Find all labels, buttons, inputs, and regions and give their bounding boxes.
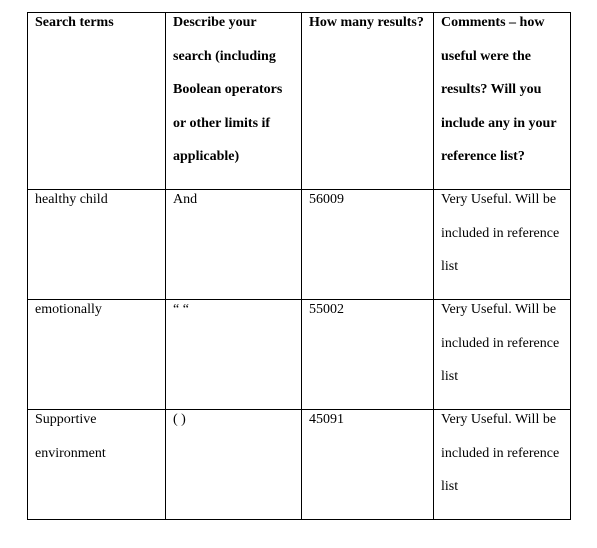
header-result-count: How many results? bbox=[302, 13, 434, 190]
cell-describe-search: And bbox=[166, 190, 302, 300]
cell-comments: Very Useful. Will be included in reference list bbox=[434, 190, 571, 300]
cell-result-count: 55002 bbox=[302, 300, 434, 410]
cell-result-count: 45091 bbox=[302, 410, 434, 520]
table-header-row bbox=[28, 13, 571, 190]
cell-search-terms: healthy child bbox=[28, 190, 166, 300]
cell-describe-search: ( ) bbox=[166, 410, 302, 520]
header-comments: Comments – how useful were the results? Will you include any in your reference list? bbox=[434, 13, 571, 190]
header-describe-search: Describe your search (including Boolean operators or other limits if applicable) bbox=[166, 13, 302, 190]
search-log-table bbox=[27, 12, 571, 520]
cell-search-terms: Supportive environment bbox=[28, 410, 166, 520]
cell-comments: Very Useful. Will be included in reference list bbox=[434, 410, 571, 520]
cell-comments: Very Useful. Will be included in reference list bbox=[434, 300, 571, 410]
table-row bbox=[28, 190, 571, 300]
table-row bbox=[28, 410, 571, 520]
cell-search-terms: emotionally bbox=[28, 300, 166, 410]
header-search-terms: Search terms bbox=[28, 13, 166, 190]
cell-describe-search: “ “ bbox=[166, 300, 302, 410]
table-row bbox=[28, 300, 571, 410]
cell-result-count: 56009 bbox=[302, 190, 434, 300]
